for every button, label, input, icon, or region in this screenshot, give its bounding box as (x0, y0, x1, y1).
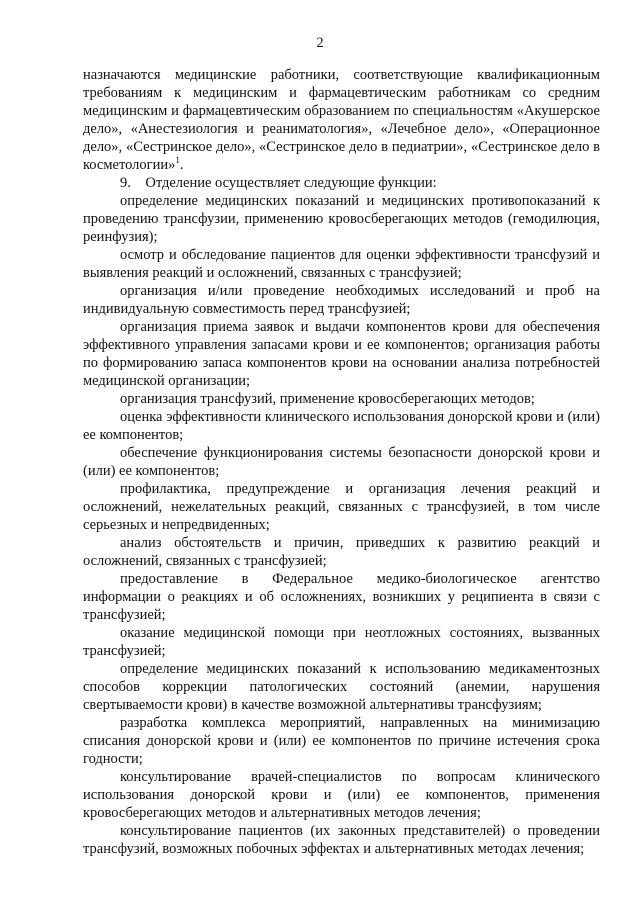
page-number: 2 (316, 35, 324, 51)
function-item: осмотр и обследование пациентов для оценки эффективности трансфузий и выявления реакций и осложнений, связанных с трансфузией; (83, 247, 600, 281)
function-item: обеспечение функционирования системы безопасности донорской крови и (или) ее компонентов; (83, 445, 600, 479)
intro-period: . (179, 157, 184, 173)
intro-text: назначаются медицинские работники, соответствующие квалификационным требованиям к медицинским и фармацевтическим работникам со средним медицинским и фармацевтическим образованием по специальностям «Акушерское дело», «Анестезиология и реаниматология», «Лечебное дело», «Операционное дело», «Сестринское дело», «Сестринское дело в педиатрии», «Сестринское дело в косметологии» (83, 67, 600, 173)
function-item: организация и/или проведение необходимых исследований и проб на индивидуальную совместимость перед трансфузией; (83, 283, 600, 317)
function-item: разработка комплекса мероприятий, направленных на минимизацию списания донорской крови и (или) ее компонентов по причине истечения срока годности; (83, 715, 600, 767)
function-item: предоставление в Федеральное медико-биологическое агентство информации о реакциях и об осложнениях, возникших у реципиента в связи с трансфузией; (83, 571, 600, 623)
section-9-heading: 9. Отделение осуществляет следующие функции: (120, 175, 437, 191)
function-item: определение медицинских показаний и медицинских противопоказаний к проведению трансфузии, применению кровосберегающих методов (гемодилюция, реинфузия); (83, 193, 600, 245)
function-item: оценка эффективности клинического использования донорской крови и (или) ее компонентов; (83, 409, 600, 443)
function-item: профилактика, предупреждение и организация лечения реакций и осложнений, нежелательных реакций, связанных с трансфузией, в том числе серьезных и непредвиденных; (83, 481, 600, 533)
function-item: организация приема заявок и выдачи компонентов крови для обеспечения эффективного управления запасами крови и ее компонентов; организация работы по формированию запаса компонентов крови на основании анализа потребностей медицинской организации; (83, 319, 600, 389)
function-item: анализ обстоятельств и причин, приведших к развитию реакций и осложнений, связанных с трансфузией; (83, 535, 600, 569)
footnote-marker: 1 (175, 155, 180, 166)
function-item: консультирование пациентов (их законных представителей) о проведении трансфузий, возможных побочных эффектах и альтернативных методах лечения; (83, 823, 600, 857)
function-item: организация трансфузий, применение кровосберегающих методов; (120, 391, 535, 407)
function-item: определение медицинских показаний к использованию медикаментозных способов коррекции патологических состояний (анемии, нарушения свертываемости крови) в качестве возможной альтернативы трансфузиям; (83, 661, 600, 713)
document-body (83, 66, 600, 858)
function-item: оказание медицинской помощи при неотложных состояниях, вызванных трансфузией; (83, 625, 600, 659)
function-item: консультирование врачей-специалистов по вопросам клинического использования донорской крови и (или) ее компонентов, применения кровосберегающих методов и альтернативных методов лечения; (83, 769, 600, 821)
intro-paragraph (83, 66, 600, 174)
